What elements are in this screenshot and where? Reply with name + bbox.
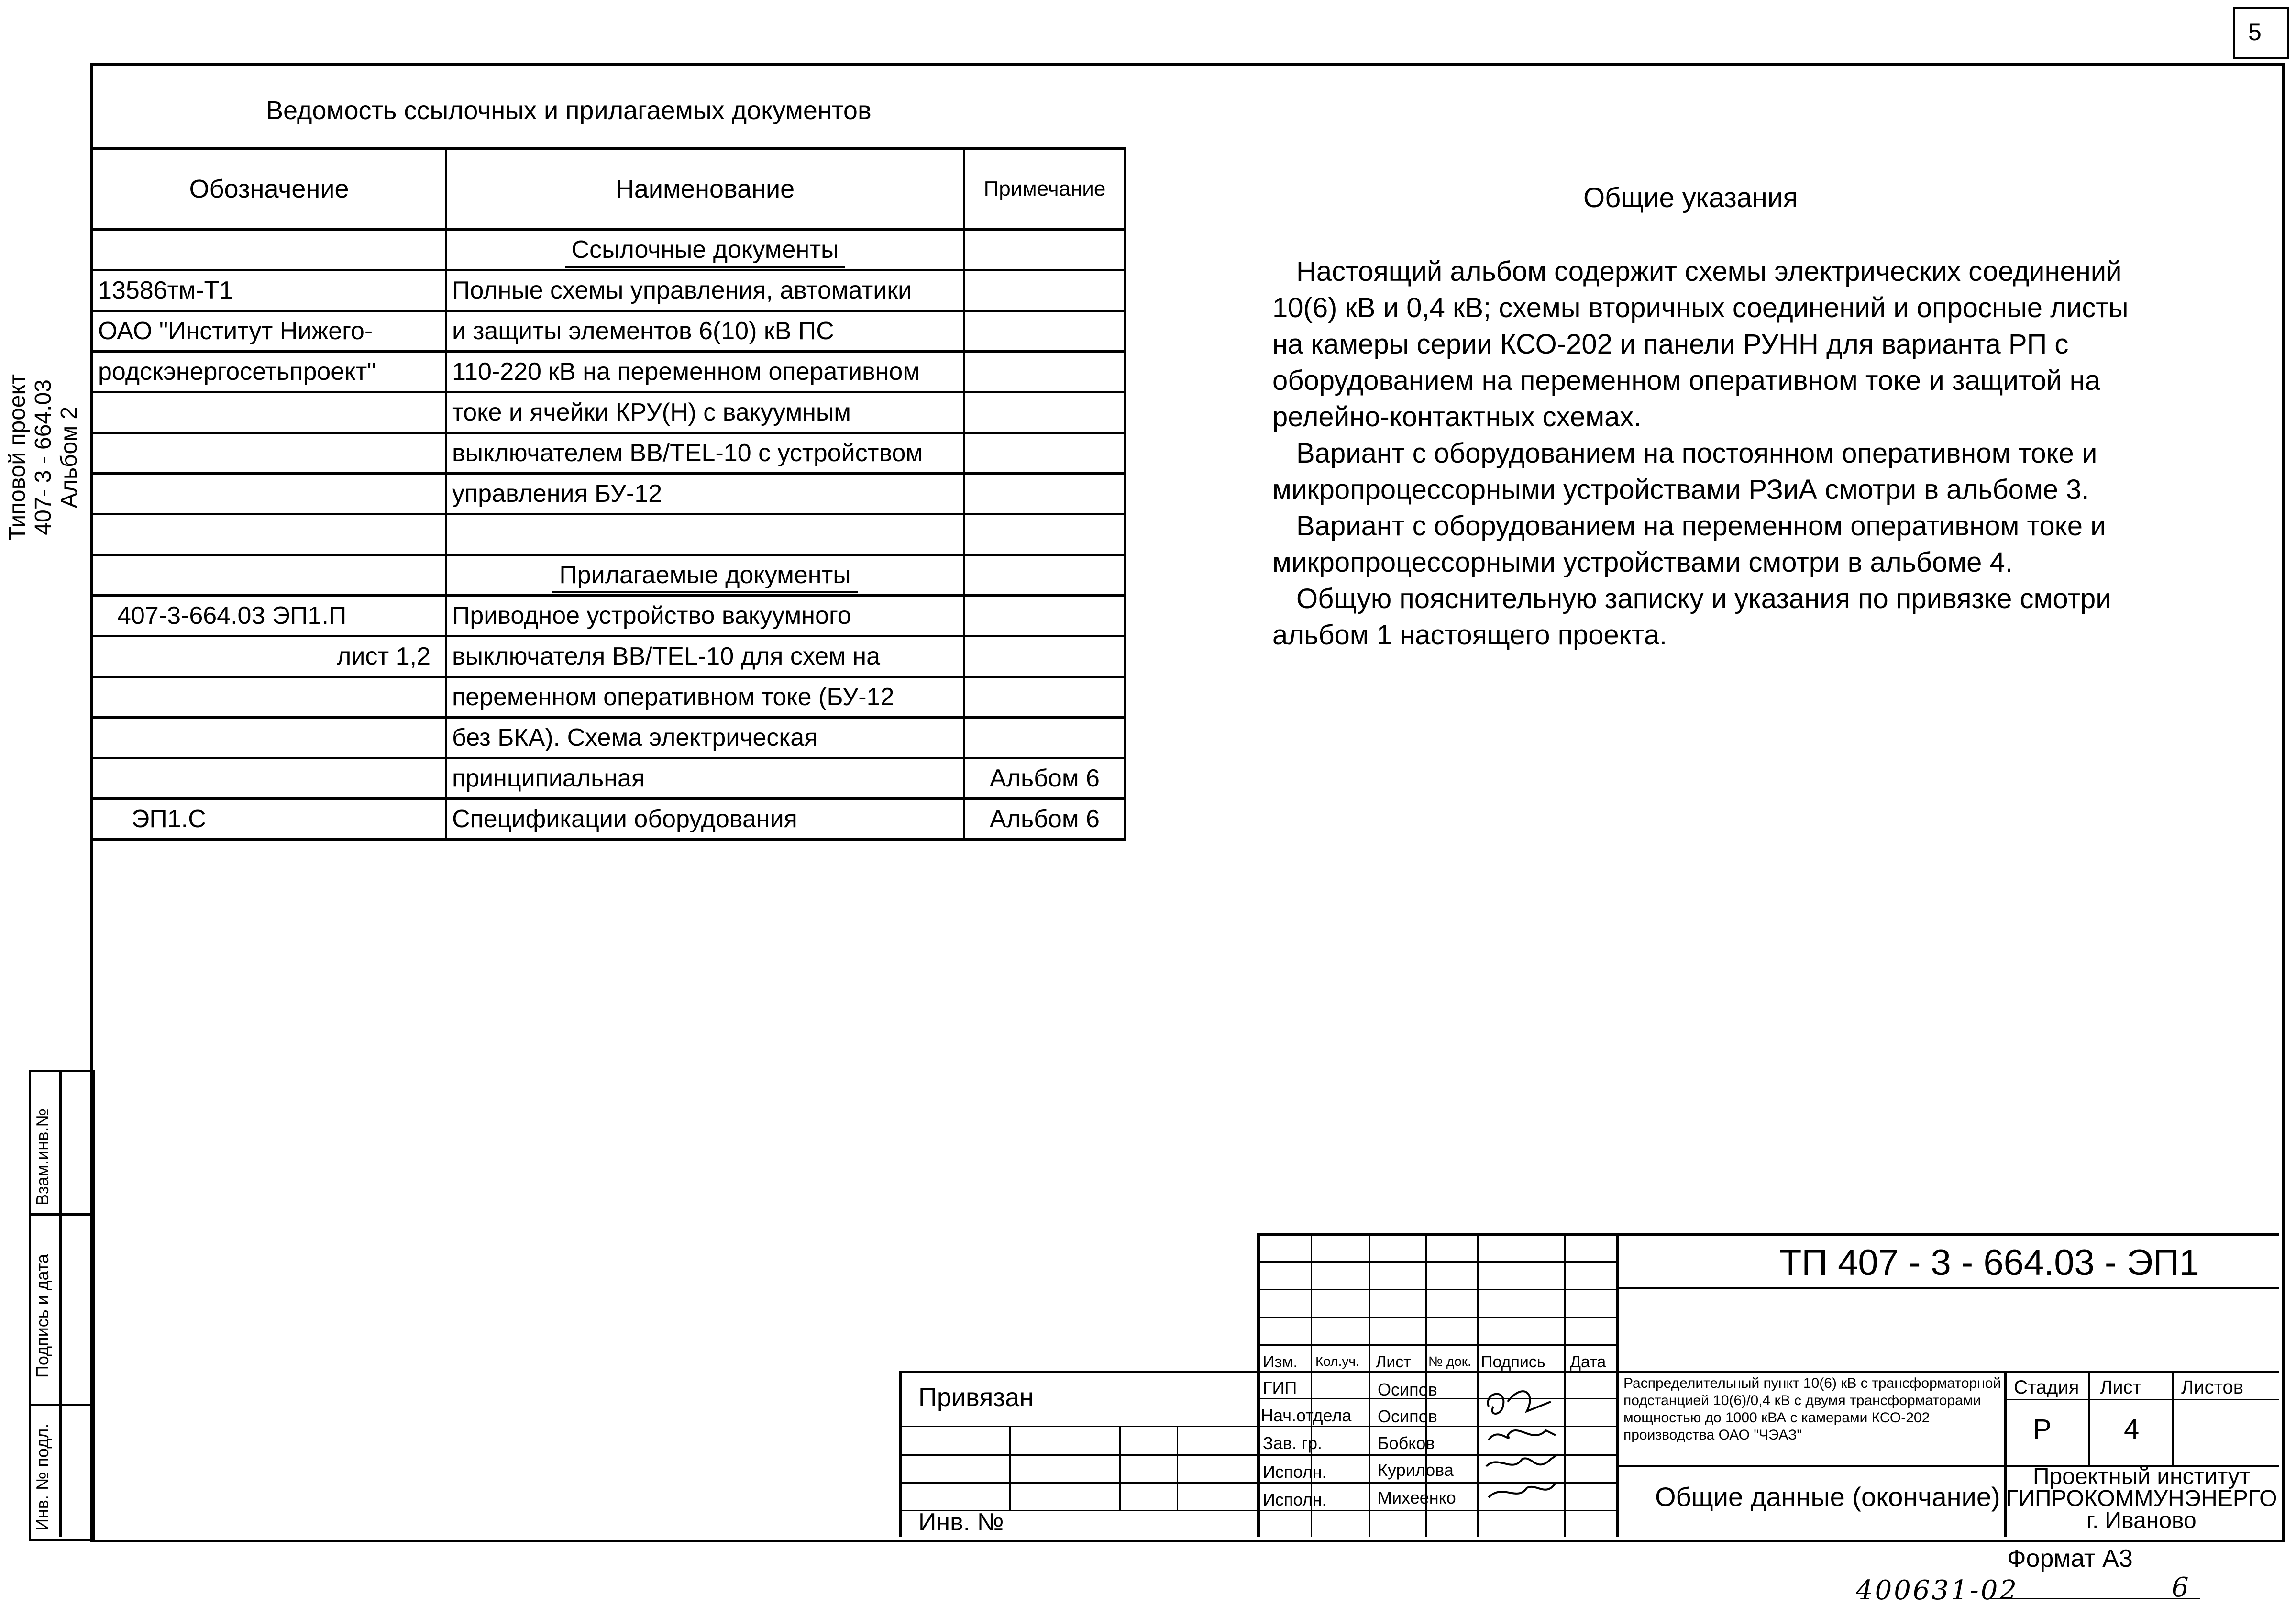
cell-name: и защиты элементов 6(10) кВ ПС	[446, 311, 964, 352]
cell-name: без БКА). Схема электрическая	[446, 718, 964, 758]
handwritten-underline	[1990, 1598, 2200, 1599]
side-label	[5, 374, 82, 541]
inv-no-label: Инв. №	[918, 1508, 1004, 1536]
section-row-att	[92, 555, 1126, 596]
handwritten-page: 6	[2172, 1572, 2189, 1603]
section-row-ref	[92, 230, 1126, 270]
sheet-number: 5	[2248, 19, 2262, 45]
cell-note	[964, 474, 1126, 514]
cell-name: выключателем ВВ/TEL-10 с устройством	[446, 433, 964, 474]
col-header-podpis: Подпись	[1481, 1353, 1545, 1371]
col-header-izm: Изм.	[1263, 1353, 1298, 1371]
name-ispoln-1: Курилова	[1378, 1460, 1454, 1480]
notes-body	[1272, 254, 2162, 653]
table-row-empty	[92, 514, 1126, 555]
name-gip: Осипов	[1378, 1380, 1437, 1399]
cell-code	[92, 677, 446, 718]
stage-value: Р	[2033, 1414, 2052, 1445]
name-zav: Бобков	[1378, 1433, 1435, 1453]
ref-table	[91, 147, 1126, 841]
cell-note	[964, 677, 1126, 718]
ref-table-title: Ведомость ссылочных и прилагаемых документов	[266, 96, 872, 125]
ref-table-header	[92, 149, 1126, 230]
role-ispoln-2: Исполн.	[1263, 1490, 1327, 1509]
cell-note	[964, 433, 1126, 474]
name-nach: Осипов	[1378, 1407, 1437, 1426]
table-row	[92, 270, 1126, 311]
cell-code	[92, 758, 446, 799]
cell-note	[964, 270, 1126, 311]
notes-paragraph: Вариант с оборудованием на переменном оперативном токе и микропроцессорными устройствами смотри в альбоме 4.	[1272, 510, 2106, 578]
privyazan-label: Привязан	[918, 1383, 1034, 1412]
cell-code: лист 1,2	[92, 636, 446, 677]
cell-note: Альбом 6	[964, 799, 1126, 840]
cell-name: 110-220 кВ на переменном оперативном	[446, 352, 964, 392]
header-primechanie: Примечание	[964, 149, 1126, 230]
section-ref-label: Ссылочные документы	[565, 236, 846, 268]
cell-note	[964, 596, 1126, 636]
table-row	[92, 311, 1126, 352]
cell-name: переменном оперативном токе (БУ-12	[446, 677, 964, 718]
cell-note	[964, 311, 1126, 352]
table-row	[92, 718, 1126, 758]
role-ispoln-1: Исполн.	[1263, 1462, 1327, 1482]
cell-code: ЭП1.С	[92, 799, 446, 840]
cell-note: Альбом 6	[964, 758, 1126, 799]
signatures-icon	[1479, 1373, 1565, 1517]
table-row	[92, 596, 1126, 636]
cell-code	[92, 433, 446, 474]
cell-name: Спецификации оборудования	[446, 799, 964, 840]
stamp-podpis: Подпись и дата	[33, 1254, 52, 1378]
sheets-label: Листов	[2181, 1377, 2243, 1398]
col-header-koluch: Кол.уч.	[1315, 1354, 1359, 1369]
notes-paragraph: Вариант с оборудованием на постоянном оперативном токе и микропроцессорными устройствами РЗиА смотри в альбоме 3.	[1272, 438, 2097, 505]
name-ispoln-2: Михеенко	[1378, 1488, 1456, 1507]
role-gip: ГИП	[1263, 1378, 1297, 1397]
cell-name: токе и ячейки КРУ(Н) с вакуумным	[446, 392, 964, 433]
handwritten-number: 400631-02	[1856, 1575, 2019, 1606]
cell-code: ОАО "Институт Нижего-	[92, 311, 446, 352]
cell-code	[92, 474, 446, 514]
col-header-dok: № док.	[1428, 1354, 1471, 1369]
notes-title: Общие указания	[1583, 182, 1798, 213]
organization	[2004, 1466, 2279, 1532]
cell-note	[964, 392, 1126, 433]
table-row	[92, 474, 1126, 514]
table-row	[92, 352, 1126, 392]
cell-note	[964, 352, 1126, 392]
section-att-label: Прилагаемые документы	[552, 561, 857, 593]
table-row	[92, 799, 1126, 840]
cell-code	[92, 718, 446, 758]
cell-code: родскэнергосетьпроект"	[92, 352, 446, 392]
sheet-label: Лист	[2100, 1377, 2141, 1398]
stage-label: Стадия	[2014, 1377, 2079, 1398]
col-header-list: Лист	[1376, 1353, 1411, 1371]
role-nach: Нач.отдела	[1261, 1406, 1352, 1425]
table-row	[92, 433, 1126, 474]
stamp-inv: Инв. № подл.	[33, 1423, 52, 1531]
col-header-data: Дата	[1570, 1353, 1606, 1371]
header-oboznachenie: Обозначение	[92, 149, 446, 230]
cell-code: 407-3-664.03 ЭП1.П	[92, 596, 446, 636]
side-label-line1: Типовой проект	[5, 374, 30, 541]
cell-name: выключателя ВВ/TEL-10 для схем на	[446, 636, 964, 677]
org-line2: ГИПРОКОММУНЭНЕРГО	[2006, 1486, 2277, 1511]
doc-code: ТП 407 - 3 - 664.03 - ЭП1	[1779, 1242, 2199, 1283]
cell-name: Полные схемы управления, автоматики	[446, 270, 964, 311]
format-label: Формат А3	[2007, 1545, 2133, 1573]
table-row	[92, 677, 1126, 718]
cell-name: принципиальная	[446, 758, 964, 799]
cell-name: Приводное устройство вакуумного	[446, 596, 964, 636]
table-row	[92, 636, 1126, 677]
cell-note	[964, 718, 1126, 758]
project-description: Распределительный пункт 10(6) кВ с трансформаторной подстанцией 10(6)/0,4 кВ с двумя трансформаторами мощностью до 1000 кВА с камерами КСО-202 производства ОАО "ЧЭАЗ"	[1623, 1375, 2001, 1443]
header-naimenovanie: Наименование	[446, 149, 964, 230]
org-line1: Проектный институт	[2033, 1464, 2250, 1489]
stamp-vzam: Взам.инв.№	[33, 1108, 52, 1206]
cell-name: управления БУ-12	[446, 474, 964, 514]
cell-code	[92, 392, 446, 433]
cell-note	[964, 636, 1126, 677]
cell-code: 13586тм-Т1	[92, 270, 446, 311]
notes-paragraph: Настоящий альбом содержит схемы электрических соединений 10(6) кВ и 0,4 кВ; схемы вторичных соединений и опросные листы на камеры серии КСО-202 и панели РУНН для варианта РП с оборудованием на переменном оперативном токе и защитой на релейно-контактных схемах.	[1272, 256, 2129, 432]
table-row	[92, 758, 1126, 799]
sheet-value: 4	[2124, 1414, 2140, 1445]
side-label-line3: Альбом 2	[56, 406, 82, 509]
table-row	[92, 392, 1126, 433]
sheet-title: Общие данные (окончание)	[1655, 1482, 2000, 1512]
side-label-line2: 407- 3 - 664.03	[31, 379, 56, 535]
role-zav: Зав. гр.	[1263, 1433, 1323, 1453]
notes-paragraph: Общую пояснительную записку и указания по привязке смотри альбом 1 настоящего проекта.	[1272, 583, 2111, 651]
org-line3: г. Иваново	[2086, 1508, 2197, 1533]
